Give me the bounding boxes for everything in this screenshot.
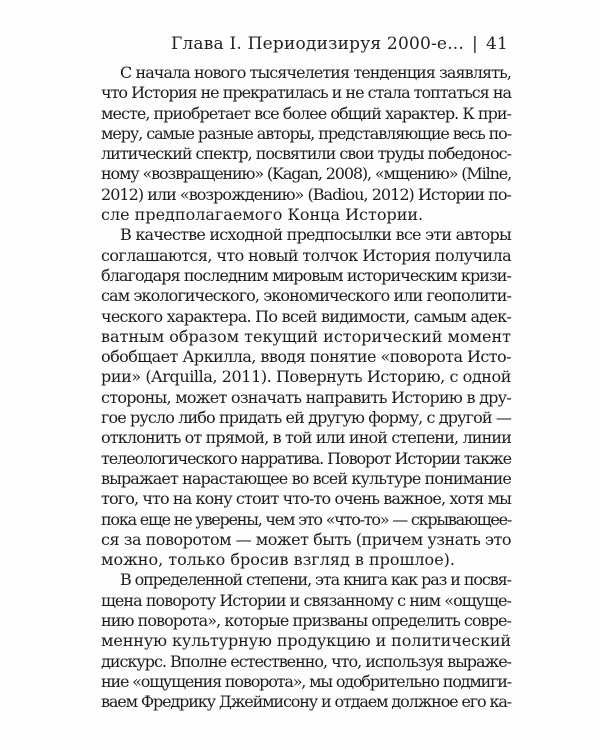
text-line: ному «возвращению» (Kagan, 2008), «мщению» (Milne, (101, 164, 512, 184)
text-line: телеологического нарратива. Поворот Истории также (101, 448, 511, 468)
text-line: менную культурную продукцию и политический (101, 631, 511, 651)
page-number: 41 (485, 34, 508, 54)
text-line: ся за поворотом — может быть (причем узнать это (101, 529, 511, 549)
text-line: сам экологического, экономического или геополити- (101, 286, 512, 306)
chapter-title: Глава I. Периодизируя 2000-е... (170, 34, 465, 54)
body-text (101, 63, 511, 713)
text-line: месте, приобретает все более общий характер. К при- (101, 103, 511, 123)
text-line: нию поворота», которые призваны определить совре- (101, 611, 511, 631)
text-line: В качестве исходной предпосылки все эти авторы (120, 225, 511, 245)
header-separator: | (472, 34, 478, 54)
text-line: литический спектр, посвятили свои труды победонос- (101, 144, 511, 164)
text-line: рии» (Arquilla, 2011). Повернуть Историю, с одной (101, 367, 511, 387)
text-line: обобщает Аркилла, вводя понятие «поворота Исто- (101, 347, 511, 367)
text-line: соглашаются, что новый толчок История получила (101, 245, 512, 265)
paragraph-3 (101, 570, 511, 712)
text-line: дискурс. Вполне естественно, что, используя выраже- (101, 651, 512, 671)
text-line: меру, самые разные авторы, представляющие весь по- (101, 123, 512, 143)
text-line: ватным образом текущий исторический момент (101, 326, 511, 346)
text-line: щена повороту Истории и связанному с ним «ощуще- (101, 590, 511, 610)
running-head (171, 34, 508, 54)
paragraph-2 (101, 225, 511, 570)
text-line: С начала нового тысячелетия тенденция заявлять, (120, 63, 511, 82)
text-line: ческого характера. По всей видимости, самым адек- (101, 306, 512, 326)
text-line: что История не прекратилась и не стала топтаться на (101, 83, 511, 103)
text-line: гое русло либо придать ей другую форму, с другой — (101, 408, 511, 428)
text-line: благодаря последним мировым историческим кризи- (101, 265, 512, 285)
text-line: отклонить от прямой, в той или иной степени, линии (101, 428, 511, 448)
text-line: того, что на кону стоит что-то очень важное, хотя мы (101, 489, 511, 509)
text-line: стороны, может означать направить Историю в дру- (101, 387, 512, 407)
text-line: сле предполагаемого Конца Истории. (101, 205, 424, 225)
text-line: пока еще не уверены, чем это «что-то» — скрывающее- (101, 509, 511, 529)
text-line: 2012) или «возрождению» (Badiou, 2012) Истории по- (101, 184, 511, 204)
text-line: В определенной степени, эта книга как раз и посвя- (120, 570, 511, 590)
text-line: можно, только бросив взгляд в прошлое). (101, 550, 455, 570)
text-line: ние «ощущения поворота», мы одобрительно подмиги- (101, 671, 512, 691)
paragraph-1 (101, 63, 511, 225)
text-line: выражает нарастающее во всей культуре понимание (101, 468, 512, 488)
text-line: ваем Фредрику Джеймисону и отдаем должное его ка- (101, 692, 511, 712)
